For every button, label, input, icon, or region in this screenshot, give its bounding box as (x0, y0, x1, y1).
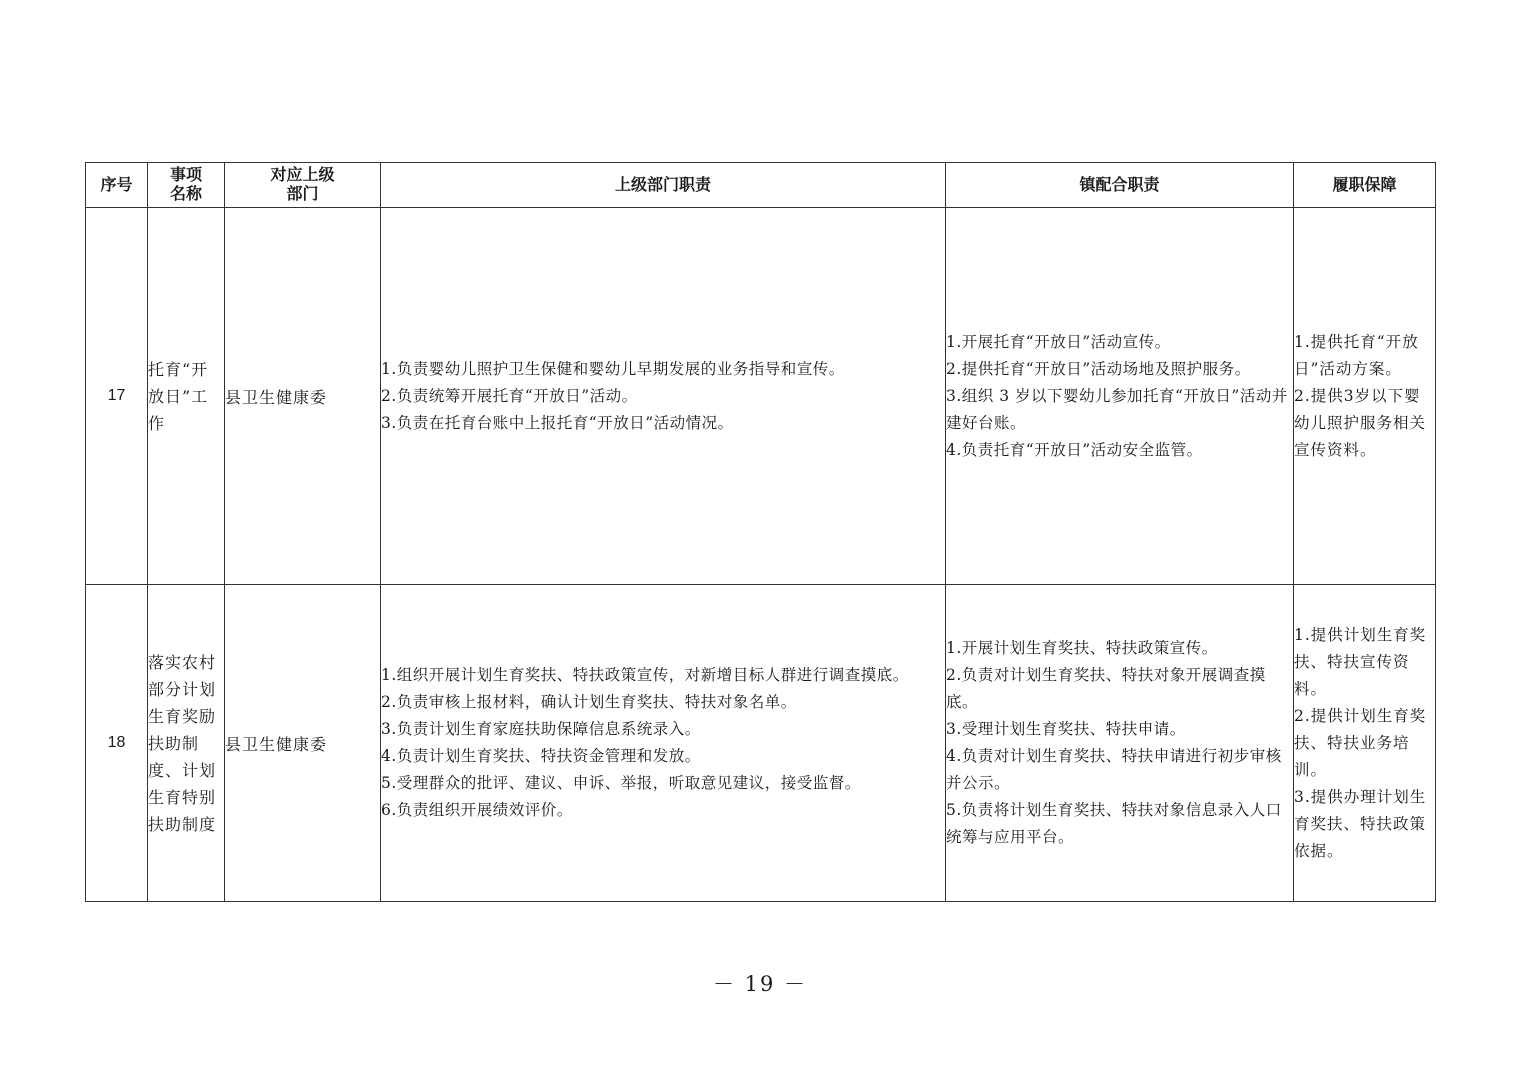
header-item-name: 事项 名称 (148, 163, 225, 208)
table-row (86, 208, 1436, 585)
list-item: 3.受理计划生育奖扶、特扶申请。 (946, 720, 1186, 738)
header-superior-dept: 对应上级 部门 (225, 163, 381, 208)
list-item: 2.提供计划生育奖扶、特扶业务培训。 (1294, 706, 1427, 779)
row-guarantee (1294, 585, 1436, 902)
header-guarantee: 履职保障 (1294, 163, 1436, 208)
list-item: 4.负责对计划生育奖扶、特扶申请进行初步审核并公示。 (946, 747, 1282, 792)
list-item: 6.负责组织开展绩效评价。 (381, 801, 573, 819)
row-seq: 18 (86, 585, 148, 902)
list-item: 4.负责计划生育奖扶、特扶资金管理和发放。 (381, 747, 701, 765)
row-town-duties (946, 208, 1294, 585)
row-item-name: 托育“开放日”工作 (148, 208, 225, 585)
row-seq: 17 (86, 208, 148, 585)
list-item: 1.负责婴幼儿照护卫生保健和婴幼儿早期发展的业务指导和宣传。 (381, 359, 845, 378)
duties-table (85, 162, 1436, 902)
row-superior-duties (381, 208, 946, 585)
row-town-duties (946, 585, 1294, 902)
list-item: 1.提供计划生育奖扶、特扶宣传资料。 (1294, 625, 1427, 698)
page-number: － 19 － (712, 972, 808, 996)
list-item: 2.提供3岁以下婴幼儿照护服务相关宣传资料。 (1294, 386, 1427, 459)
row-guarantee (1294, 208, 1436, 585)
header-superior-duties: 上级部门职责 (381, 163, 946, 208)
list-item: 3.组织 3 岁以下婴幼儿参加托育“开放日”活动并建好台账。 (946, 386, 1288, 432)
header-row (86, 163, 1436, 208)
list-item: 2.负责统筹开展托育“开放日”活动。 (381, 386, 638, 405)
list-item: 1.开展计划生育奖扶、特扶政策宣传。 (946, 639, 1218, 657)
list-item: 1.开展托育“开放日”活动宣传。 (946, 332, 1171, 351)
list-item: 1.组织开展计划生育奖扶、特扶政策宣传，对新增目标人群进行调查摸底。 (381, 666, 909, 684)
list-item: 3.负责计划生育家庭扶助保障信息系统录入。 (381, 720, 701, 738)
list-item: 1.提供托育“开放日”活动方案。 (1294, 332, 1419, 378)
list-item: 5.负责将计划生育奖扶、特扶对象信息录入人口统筹与应用平台。 (946, 801, 1282, 846)
list-item: 3.提供办理计划生育奖扶、特扶政策依据。 (1294, 787, 1427, 860)
list-item: 5.受理群众的批评、建议、申诉、举报，听取意见建议，接受监督。 (381, 774, 861, 792)
table-row (86, 585, 1436, 902)
row-superior-dept: 县卫生健康委 (225, 208, 381, 585)
header-seq: 序号 (86, 163, 148, 208)
list-item: 2.提供托育“开放日”活动场地及照护服务。 (946, 359, 1251, 378)
row-superior-dept: 县卫生健康委 (225, 585, 381, 902)
list-item: 2.负责审核上报材料，确认计划生育奖扶、特扶对象名单。 (381, 693, 797, 711)
list-item: 3.负责在托育台账中上报托育“开放日”活动情况。 (381, 413, 734, 432)
list-item: 4.负责托育“开放日”活动安全监管。 (946, 440, 1203, 459)
list-item: 2.负责对计划生育奖扶、特扶对象开展调查摸底。 (946, 666, 1266, 711)
row-item-name: 落实农村部分计划生育奖励扶助制度、计划生育特别扶助制度 (148, 585, 225, 902)
header-town-duties: 镇配合职责 (946, 163, 1294, 208)
row-superior-duties (381, 585, 946, 902)
